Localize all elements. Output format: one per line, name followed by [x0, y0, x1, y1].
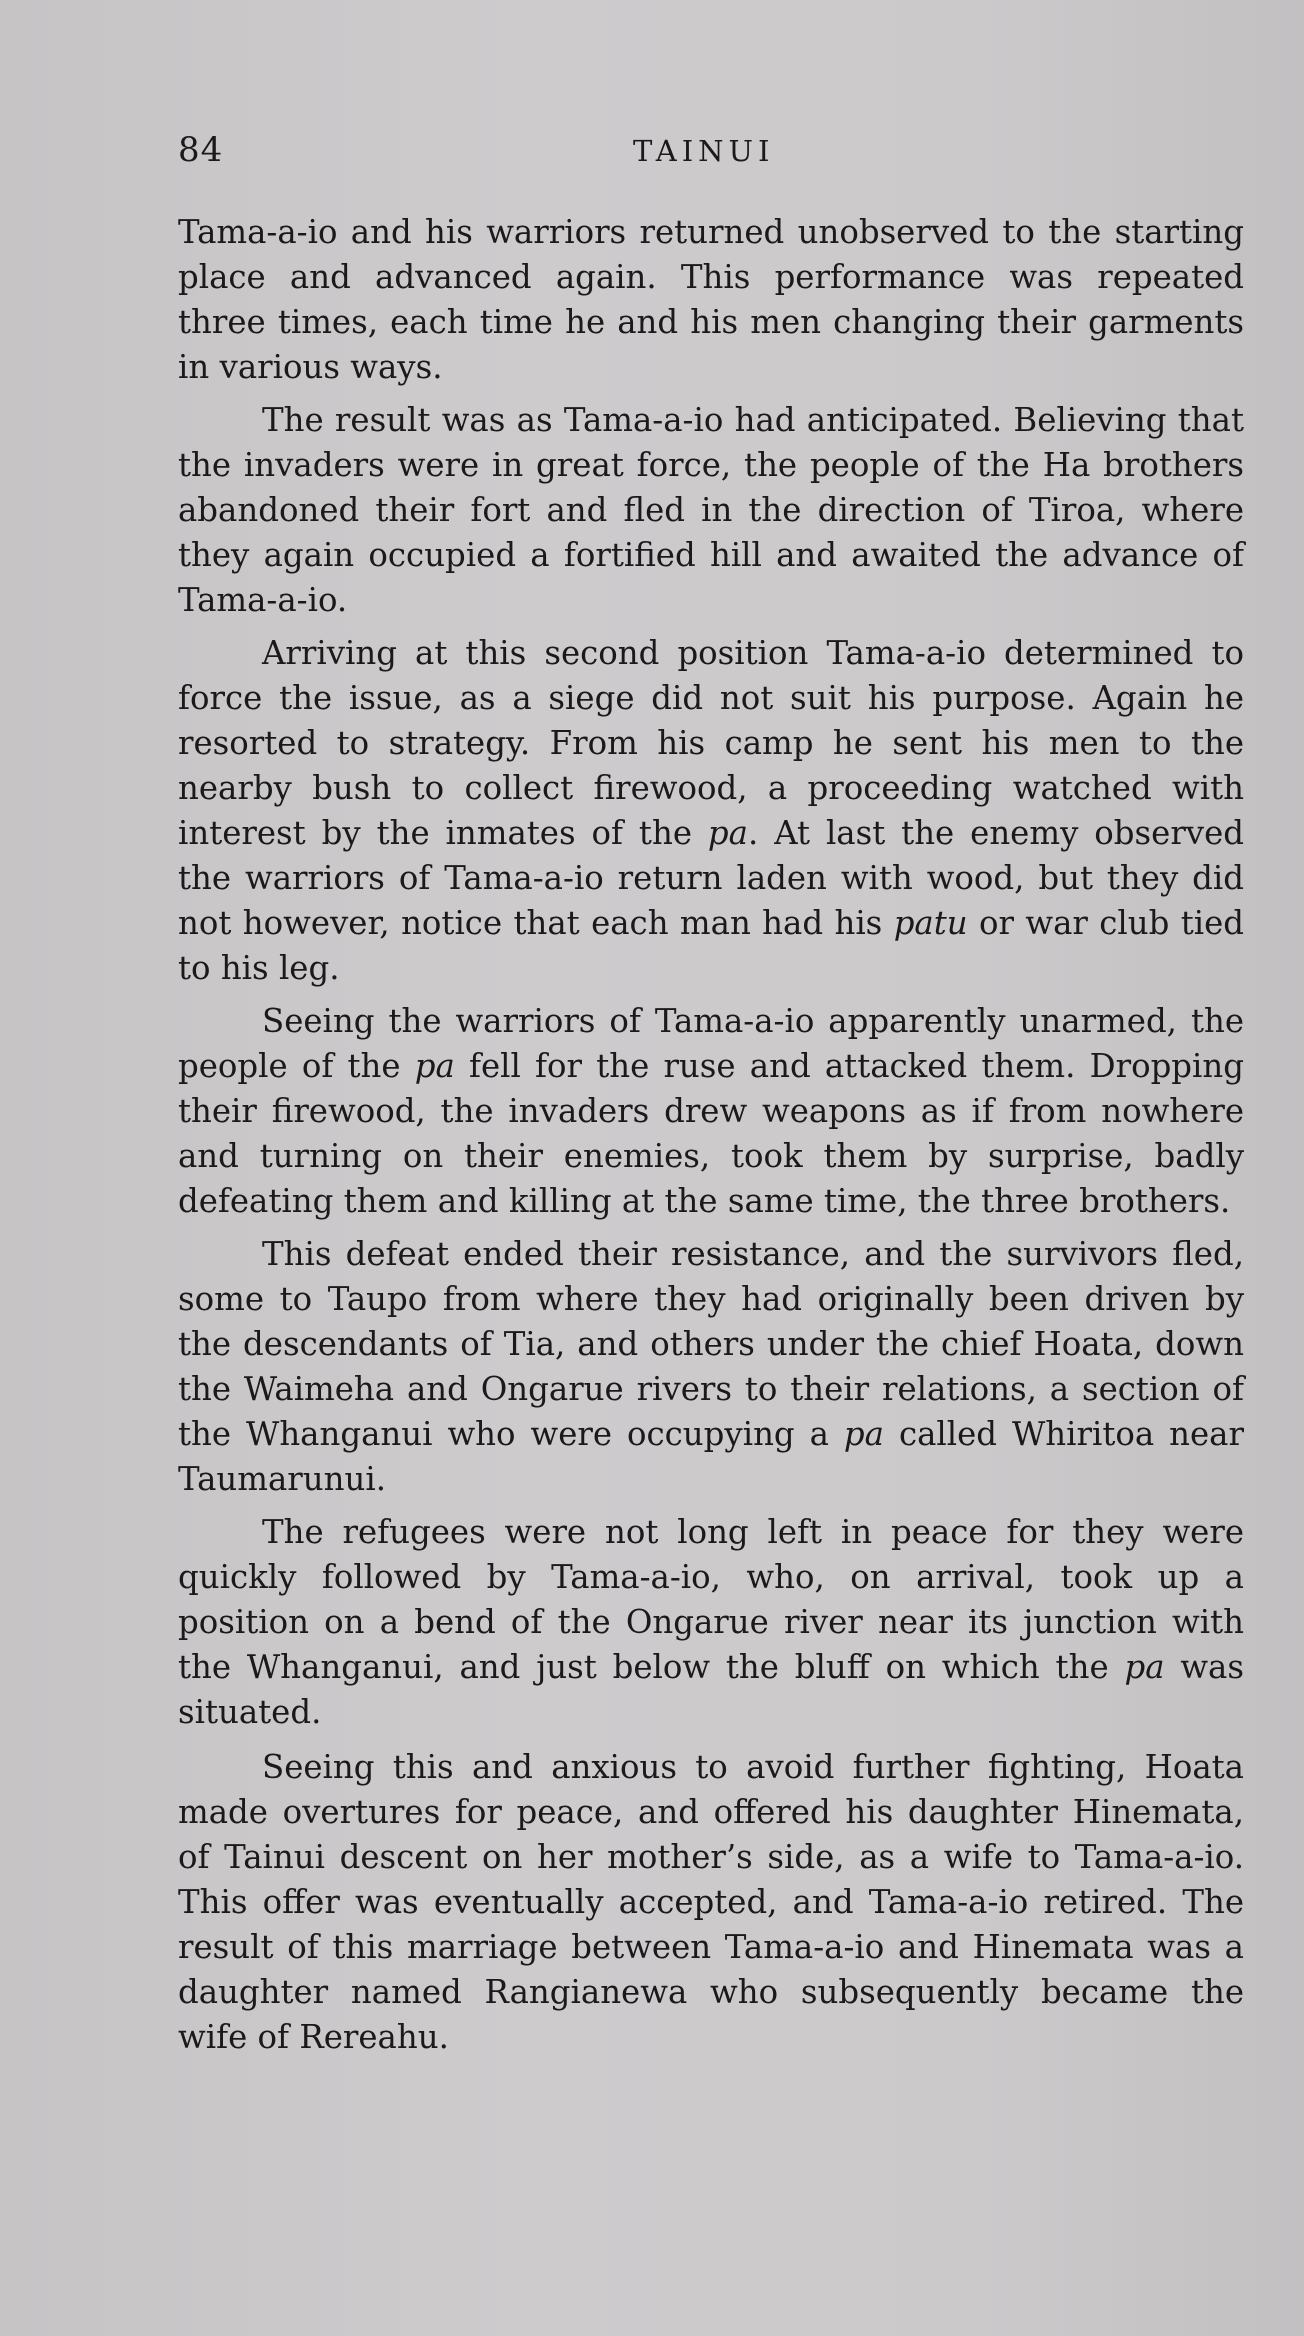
text-run: Seeing this and anxious to avoid further fighting, Hoata made overtures for peace, and offered his daughter Hinemata, of Tainui descent on her mother’s side, as a wife to Tama-a-io. This offer was eventually accepted, and Tama-a-io retired. The result of this marriage between Tama-a-io and Hinemata was a daughter named Rangianewa who subsequently became the wife of Rereahu.: [178, 1748, 1244, 2056]
text-run: fell for the ruse and attacked them. Dropping their firewood, the invaders drew weapons as if from nowhere and turning on their enemies, took them by surprise, badly defeating them and killing at the same time, the three brothers.: [178, 1047, 1244, 1220]
text-run: was situated.: [178, 1648, 1244, 1731]
text-run: or war club tied to his leg.: [178, 904, 1244, 987]
text-run: Tama-a-io and his warriors returned unobserved to the starting place and advanced again. This performance was repeated three times, each time he and his men changing their garments in various ways.: [178, 213, 1244, 386]
paragraph: [178, 1745, 1244, 2060]
italic-term: pa: [843, 1415, 884, 1453]
italic-term: pa: [414, 1047, 455, 1085]
paragraph: [178, 210, 1244, 390]
body-text: [178, 210, 1244, 2060]
italic-term: pa: [1124, 1648, 1165, 1686]
paragraph: [178, 398, 1244, 623]
italic-term: patu: [893, 904, 968, 942]
italic-term: pa: [707, 814, 748, 852]
paragraph: [178, 1232, 1244, 1502]
text-run: The refugees were not long left in peace for they were quickly followed by Tama-a-io, who, on arrival, took up a position on a bend of the Ongarue river near its junction with the Whanganui, and just below the bluff on which the: [178, 1513, 1244, 1686]
page-header: [178, 130, 1248, 180]
paragraph: [178, 999, 1244, 1224]
paragraph: [178, 1510, 1244, 1735]
text-run: Seeing the warriors of Tama-a-io apparently unarmed, the people of the: [178, 1002, 1244, 1085]
page-number: 84: [178, 130, 224, 170]
text-run: Arriving at this second position Tama-a-io determined to force the issue, as a siege did not suit his purpose. Again he resorted to strategy. From his camp he sent his men to the nearby bush to collect firewood, a proceeding watched with interest by the inmates of the: [178, 634, 1244, 852]
paragraph: [178, 631, 1244, 991]
text-run: The result was as Tama-a-io had anticipated. Believing that the invaders were in great force, the people of the Ha brothers abandoned their fort and fled in the direction of Tiroa, where they again occupied a fortified hill and awaited the advance of Tama-a-io.: [178, 401, 1244, 619]
running-title: TAINUI: [633, 134, 775, 168]
text-run: called Whiritoa near Taumarunui.: [178, 1415, 1244, 1498]
text-run: This defeat ended their resistance, and the survivors fled, some to Taupo from where they had originally been driven by the descendants of Tia, and others under the chief Hoata, down the Waimeha and Ongarue rivers to their relations, a section of the Whanganui who were occupying a: [178, 1235, 1244, 1453]
text-run: . At last the enemy observed the warriors of Tama-a-io return laden with wood, but they did not however, notice that each man had his: [178, 814, 1245, 942]
